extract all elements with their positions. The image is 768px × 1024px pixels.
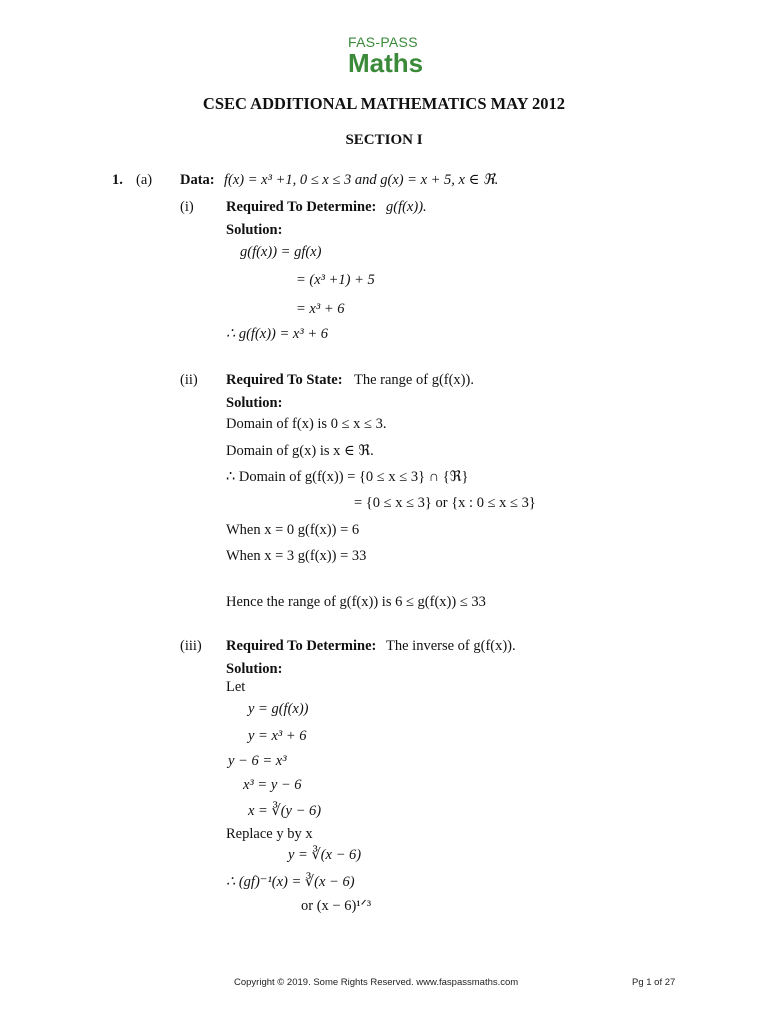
part-ii-line: Hence the range of g(f(x)) is 6 ≤ g(f(x)) ≤ 33 [226, 594, 486, 610]
part-iii-line: ∴ (gf)⁻¹(x) = ∛(x − 6) [226, 874, 355, 890]
page-title: CSEC ADDITIONAL MATHEMATICS MAY 2012 [202, 94, 566, 113]
footer-copyright: Copyright © 2019. Some Rights Reserved. www.faspassmaths.com [234, 977, 519, 988]
part-ii-line: = {0 ≤ x ≤ 3} or {x : 0 ≤ x ≤ 3} [354, 495, 536, 511]
part-i-label: (i) [180, 199, 194, 215]
part-ii-solution-label: Solution: [226, 395, 283, 411]
logo-main-text: Maths [348, 48, 424, 78]
part-iii-label: (iii) [180, 638, 202, 654]
part-ii-label: (ii) [180, 372, 198, 388]
part-iii-line: y = x³ + 6 [248, 728, 307, 744]
part-iii-line: x³ = y − 6 [243, 777, 302, 793]
part-i-line: = x³ + 6 [296, 301, 345, 317]
part-ii-line: Domain of f(x) is 0 ≤ x ≤ 3. [226, 416, 387, 432]
part-iii-line: y = ∛(x − 6) [288, 847, 362, 863]
part-ii-line: Domain of g(x) is x ∈ ℜ. [226, 443, 374, 459]
question-number: 1. [112, 172, 123, 188]
part-iii-line: x = ∛(y − 6) [248, 803, 322, 819]
part-ii-line: ∴ Domain of g(f(x)) = {0 ≤ x ≤ 3} ∩ {ℜ} [226, 469, 469, 485]
part-i-heading: Required To Determine: [226, 199, 377, 215]
part-iii-heading: Required To Determine: [226, 638, 377, 654]
data-label: Data: [180, 172, 215, 188]
part-iii-line: Replace y by x [226, 826, 313, 842]
part-iii-line: y = g(f(x)) [248, 701, 309, 717]
part-i-solution-label: Solution: [226, 222, 283, 238]
footer-page-number: Pg 1 of 27 [632, 977, 676, 988]
part-iii-line: Let [226, 679, 246, 695]
part-iii-line: or (x − 6)¹ᐟ³ [301, 898, 372, 914]
part-i-line: ∴ g(f(x)) = x³ + 6 [226, 326, 328, 342]
part-i-heading-expr: g(f(x)). [386, 199, 427, 215]
part-iii-line: y − 6 = x³ [228, 753, 287, 769]
part-i-line: g(f(x)) = gf(x) [240, 244, 322, 260]
part-iii-heading-text: The inverse of g(f(x)). [386, 638, 516, 654]
part-ii-line: When x = 0 g(f(x)) = 6 [226, 522, 360, 538]
part-ii-heading: Required To State: [226, 372, 343, 388]
part-ii-heading-text: The range of g(f(x)). [354, 372, 474, 388]
data-expression: f(x) = x³ +1, 0 ≤ x ≤ 3 and g(x) = x + 5, x ∈ ℜ. [224, 172, 499, 188]
question-part: (a) [136, 172, 153, 188]
logo-top-text: FAS-PASS [348, 34, 418, 50]
section-title: SECTION I [345, 132, 423, 148]
part-iii-solution-label: Solution: [226, 661, 283, 677]
part-i-line: = (x³ +1) + 5 [296, 272, 375, 288]
part-ii-line: When x = 3 g(f(x)) = 33 [226, 548, 367, 564]
